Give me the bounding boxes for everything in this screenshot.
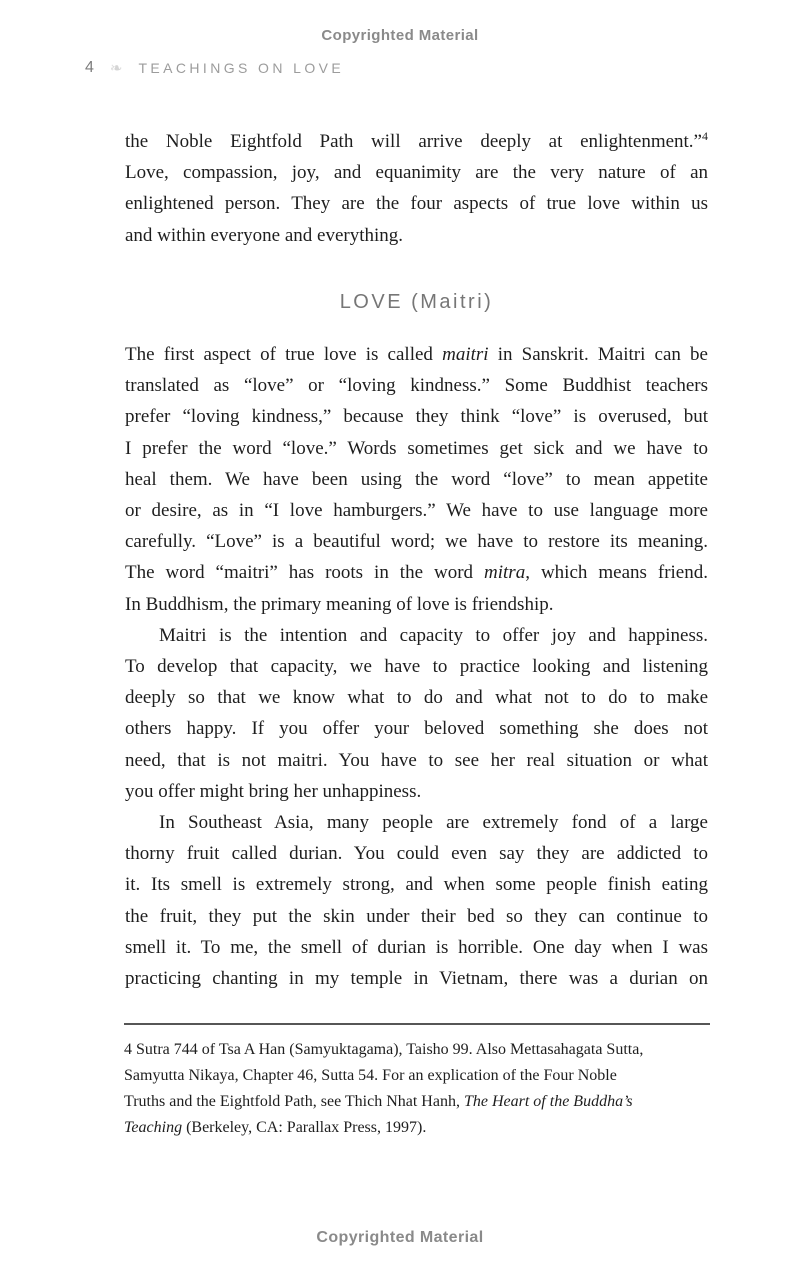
text-line: and within everyone and everything. <box>125 224 404 246</box>
text-line: smell it. To me, the smell of durian is horrible. One day when I was <box>125 936 708 958</box>
text-line <box>125 557 708 588</box>
text-line: it. Its smell is extremely strong, and when some people finish eating <box>125 874 708 896</box>
footnote-text <box>124 1037 710 1141</box>
footnote-line: Samyutta Nikaya, Chapter 46, Sutta 54. For an explication of the Four Noble <box>124 1067 617 1084</box>
text-line: I prefer the word “love.” Words sometimes get sick and we have to <box>125 437 708 459</box>
italic-book-title: The Heart of the Buddha’s <box>463 1093 633 1110</box>
text-line: deeply so that we know what to do and what not to do to make <box>125 687 708 709</box>
text-segment: in Sanskrit. Maitri can be <box>488 344 708 366</box>
footnote-line: 4 Sutra 744 of Tsa A Han (Samyuktagama), Taisho 99. Also Mettasahagata Sutta, <box>124 1041 644 1058</box>
text-line: In Buddhism, the primary meaning of love is friendship. <box>125 593 554 615</box>
page-number: 4 <box>85 59 95 76</box>
text-line: you offer might bring her unhappiness. <box>125 780 422 802</box>
text-line: practicing chanting in my temple in Vietnam, there was a durian on <box>125 968 708 990</box>
paragraph-3 <box>125 620 708 807</box>
text-line: thorny fruit called durian. You could even say they are addicted to <box>125 843 708 865</box>
footnote-block <box>124 1023 710 1141</box>
text-line: carefully. “Love” is a beautiful word; we have to restore its meaning. <box>125 531 708 553</box>
text-line: translated as “love” or “loving kindness.” Some Buddhist teachers <box>125 375 708 397</box>
copyright-notice-top: Copyrighted Material <box>321 27 479 44</box>
paragraph-1 <box>125 126 708 251</box>
italic-term: mitra <box>484 562 526 584</box>
text-line: the fruit, they put the skin under their bed so they can continue to <box>125 905 708 927</box>
footnote-line <box>124 1115 710 1141</box>
fleuron-ornament-icon: ❧ <box>109 60 123 77</box>
text-line: others happy. If you offer your beloved something she does not <box>125 718 708 740</box>
text-segment: The word “maitri” has roots in the word <box>125 562 485 584</box>
text-line: To develop that capacity, we have to practice looking and listening <box>125 656 708 678</box>
text-line: Love, compassion, joy, and equanimity are the very nature of an <box>125 162 708 184</box>
text-line: prefer “loving kindness,” because they think “love” is overused, but <box>125 406 708 428</box>
running-header <box>85 59 344 77</box>
body-text <box>125 126 708 994</box>
italic-book-title: Teaching <box>124 1119 183 1136</box>
text-line <box>125 339 708 370</box>
book-title: TEACHINGS ON LOVE <box>138 60 345 76</box>
text-segment: (Berkeley, CA: Parallax Press, 1997). <box>182 1119 427 1136</box>
footnote-line <box>124 1089 710 1115</box>
text-line: heal them. We have been using the word “love” to mean appetite <box>125 468 708 490</box>
footnote-marker: 4 <box>702 129 708 143</box>
italic-term: maitri <box>442 344 489 366</box>
text-segment: The first aspect of true love is called <box>125 344 443 366</box>
text-line: or desire, as in “I love hamburgers.” We have to use language more <box>125 500 708 522</box>
copyright-notice-bottom: Copyrighted Material <box>316 1229 484 1246</box>
text-line: enlightened person. They are the four aspects of true love within us <box>125 193 708 215</box>
paragraph-4 <box>125 807 708 994</box>
paragraph-2 <box>125 339 708 620</box>
text-line <box>125 126 708 157</box>
text-segment: the Noble Eightfold Path will arrive deeply at enlightenment.” <box>125 131 702 152</box>
text-line: In Southeast Asia, many people are extremely fond of a large <box>159 812 708 834</box>
footnote-rule <box>124 1023 710 1025</box>
section-heading: LOVE (Maitri) <box>339 290 494 313</box>
text-segment: , which means friend. <box>525 562 708 584</box>
text-line: need, that is not maitri. You have to see her real situation or what <box>125 749 708 771</box>
text-segment: Truths and the Eightfold Path, see Thich Nhat Hanh, <box>124 1093 464 1110</box>
text-line: Maitri is the intention and capacity to offer joy and happiness. <box>159 624 708 646</box>
